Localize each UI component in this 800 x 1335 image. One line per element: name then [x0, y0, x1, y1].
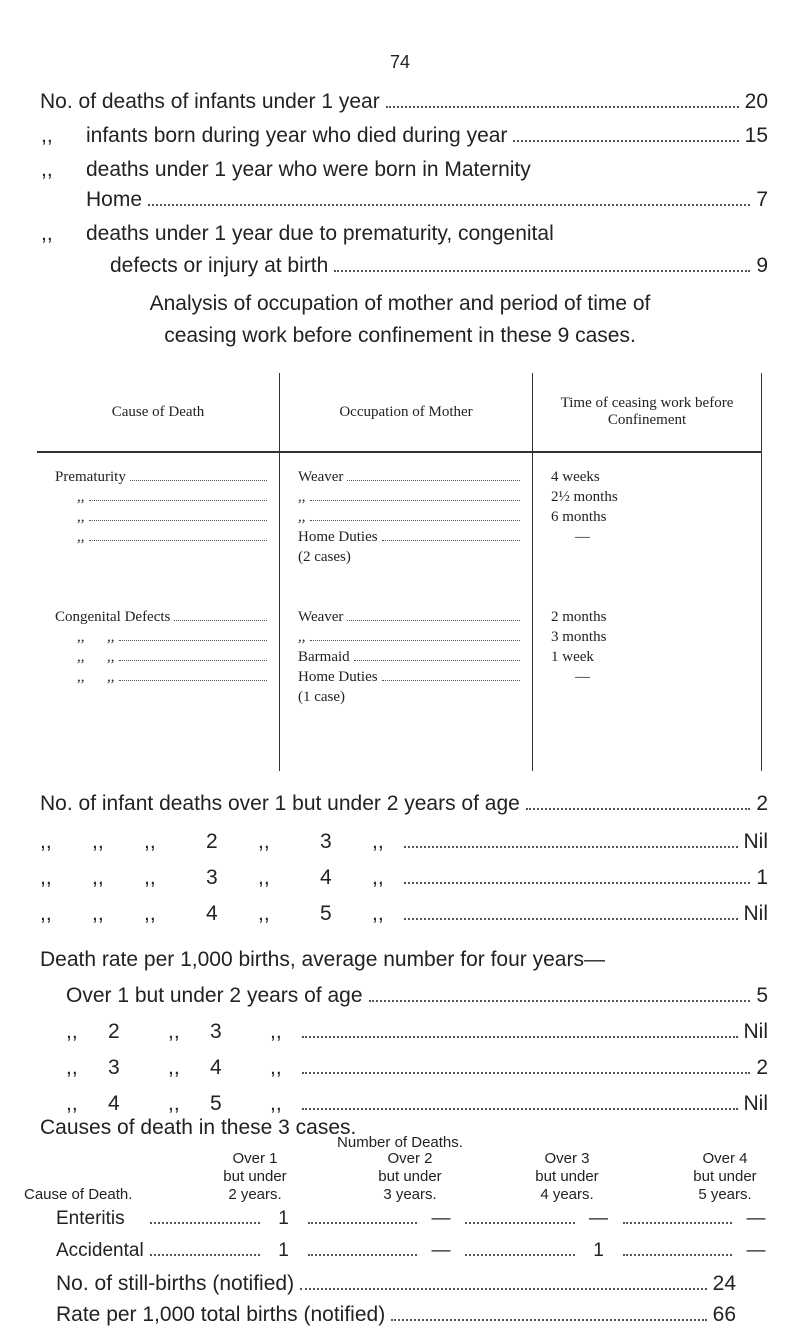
age-deaths-row — [40, 902, 768, 926]
occupation-cell: ,, — [298, 489, 306, 505]
cause-name: Accidental — [56, 1240, 144, 1261]
stat-label: deaths under 1 year who were born in Maternity — [86, 158, 531, 181]
header-line: 3 years. — [383, 1186, 437, 1203]
ditto-mark: ,, — [372, 830, 384, 853]
ditto-mark: ,, — [270, 1092, 282, 1115]
age-deaths-value: 1 — [756, 866, 768, 889]
cause-count: — — [589, 1208, 608, 1229]
age-deaths-row — [40, 830, 768, 854]
ditto-mark: ,, — [168, 1056, 180, 1079]
time-cell: — — [575, 669, 590, 685]
age-to: 3 — [210, 1020, 222, 1043]
stat-prefix: ,, — [41, 158, 53, 181]
ditto-mark: ,, — [40, 902, 52, 925]
occupation-cell: ,, — [298, 629, 306, 645]
ditto-mark: ,, — [372, 902, 384, 925]
stat-prefix: No. — [40, 90, 73, 113]
time-cell: 1 week — [551, 649, 594, 665]
age-from: 3 — [108, 1056, 120, 1079]
death-rate-label: Over 1 but under 2 years of age — [66, 984, 363, 1007]
header-line: Over 2 — [387, 1150, 433, 1167]
header-line: but under — [223, 1168, 287, 1185]
stillbirth-value: 66 — [712, 1303, 736, 1326]
ditto-mark: ,, — [92, 830, 104, 853]
ditto-mark: ,, — [92, 902, 104, 925]
header-time: Time of ceasing work before Confinement — [533, 373, 762, 452]
ditto-mark: ,, — [40, 866, 52, 889]
stat-label: infants born during year who died during year — [86, 124, 508, 147]
causes-subheading: Number of Deaths. — [337, 1134, 463, 1151]
occupation-cell: Home Duties — [298, 669, 378, 685]
death-rate-value: Nil — [743, 1020, 768, 1043]
occupation-cell: Home Duties — [298, 529, 378, 545]
cause-row — [56, 1240, 776, 1262]
ditto-mark: ,, — [66, 1092, 78, 1115]
occupation-table — [37, 373, 762, 771]
header-line: 2 years. — [228, 1186, 282, 1203]
death-rate-row — [66, 984, 768, 1008]
cause-cell: Congenital Defects — [55, 609, 171, 625]
occupation-cell: Barmaid — [298, 649, 350, 665]
cause-column — [37, 452, 280, 771]
cause-count: 1 — [278, 1240, 289, 1261]
death-rate-value: 2 — [756, 1056, 768, 1079]
stat-prefix: ,, — [41, 124, 53, 147]
cause-cell: ,, — [77, 509, 85, 525]
death-rate-row — [66, 1092, 768, 1116]
age-col-header — [200, 1150, 310, 1204]
ditto-mark: ,, — [168, 1092, 180, 1115]
cause-count: 1 — [278, 1208, 289, 1229]
ditto-mark: ,, — [258, 866, 270, 889]
age-to: 4 — [320, 866, 332, 889]
cause-cell: Prematurity — [55, 469, 126, 485]
age-to: 4 — [210, 1056, 222, 1079]
header-line: 4 years. — [540, 1186, 594, 1203]
stat-label: Home — [86, 188, 143, 211]
stat-row — [40, 90, 768, 114]
occupation-cell: Weaver — [298, 609, 344, 625]
age-deaths-row — [40, 792, 768, 816]
header-line: Over 3 — [544, 1150, 590, 1167]
header-line: but under — [535, 1168, 599, 1185]
age-to: 3 — [320, 830, 332, 853]
ditto-mark: ,, — [144, 830, 156, 853]
age-from: 3 — [206, 866, 218, 889]
age-deaths-value: 2 — [756, 792, 768, 815]
header-line: but under — [378, 1168, 442, 1185]
stat-label: of deaths of infants under 1 year — [78, 90, 380, 113]
header-line: but under — [693, 1168, 757, 1185]
stat-row — [110, 254, 768, 278]
age-from: 2 — [206, 830, 218, 853]
age-deaths-value: Nil — [743, 902, 768, 925]
ditto-mark: ,, — [168, 1020, 180, 1043]
cause-of-death-header: Cause of Death. — [24, 1186, 133, 1203]
ditto-mark: ,, — [40, 830, 52, 853]
occupation-note: (2 cases) — [298, 549, 351, 565]
ditto-mark: ,, — [66, 1056, 78, 1079]
header-occupation: Occupation of Mother — [280, 373, 533, 452]
header-line: Over 1 — [232, 1150, 278, 1167]
age-deaths-value: Nil — [743, 830, 768, 853]
ditto-mark: ,, — [270, 1020, 282, 1043]
death-rate-value: Nil — [743, 1092, 768, 1115]
stillbirth-label: Rate per 1,000 total births (notified) — [56, 1303, 386, 1326]
stat-value: 15 — [744, 124, 768, 147]
age-col-header — [670, 1150, 780, 1204]
time-cell: 2½ months — [551, 489, 618, 505]
time-cell: 3 months — [551, 629, 607, 645]
analysis-heading: Analysis of occupation of mother and period of time of — [149, 292, 651, 315]
age-col-header — [355, 1150, 465, 1204]
stat-row — [41, 222, 768, 246]
ditto-mark: ,, — [372, 866, 384, 889]
cause-cell: ,, ,, — [77, 629, 115, 645]
stat-label: defects or injury at birth — [110, 254, 329, 277]
causes-heading: Causes of death in these 3 cases. — [40, 1116, 357, 1139]
ditto-mark: ,, — [258, 830, 270, 853]
cause-count: — — [746, 1240, 766, 1261]
stat-value: 7 — [756, 188, 768, 211]
occupation-column — [280, 452, 533, 771]
occupation-cell: ,, — [298, 509, 306, 525]
occupation-cell: Weaver — [298, 469, 344, 485]
ditto-mark: ,, — [258, 902, 270, 925]
ditto-mark: ,, — [92, 866, 104, 889]
stat-row — [41, 158, 768, 182]
cause-row — [56, 1208, 776, 1230]
stillbirth-label: No. of still-births (notified) — [56, 1272, 295, 1295]
stat-label: deaths under 1 year due to prematurity, congenital — [86, 222, 554, 245]
stat-prefix: ,, — [41, 222, 53, 245]
stillbirth-row — [56, 1303, 736, 1327]
cause-count: — — [431, 1208, 451, 1229]
death-rate-row — [66, 1056, 768, 1080]
ditto-mark: ,, — [66, 1020, 78, 1043]
stillbirth-value: 24 — [712, 1272, 736, 1295]
cause-cell: ,, — [77, 489, 85, 505]
analysis-heading-2: ceasing work before confinement in these 9 cases. — [164, 324, 636, 347]
age-from: 4 — [108, 1092, 120, 1115]
ditto-mark: ,, — [144, 866, 156, 889]
death-rate-value: 5 — [756, 984, 768, 1007]
page-number: 74 — [389, 52, 411, 72]
cause-count: — — [746, 1208, 766, 1229]
stillbirth-row — [56, 1272, 736, 1296]
ditto-mark: ,, — [270, 1056, 282, 1079]
time-cell: 2 months — [551, 609, 607, 625]
cause-count: — — [431, 1240, 451, 1261]
age-deaths-label: No. of infant deaths over 1 but under 2 years of age — [40, 792, 520, 815]
stat-row — [41, 124, 768, 148]
header-cause: Cause of Death — [37, 373, 280, 452]
cause-cell: ,, — [77, 529, 85, 545]
header-line: Over 4 — [702, 1150, 748, 1167]
stat-value: 20 — [744, 90, 768, 113]
time-cell: — — [575, 529, 590, 545]
cause-cell: ,, ,, — [77, 669, 115, 685]
occupation-note: (1 case) — [298, 689, 346, 705]
death-rate-heading: Death rate per 1,000 births, average number for four years— — [40, 948, 605, 971]
cause-cell: ,, ,, — [77, 649, 115, 665]
age-from: 2 — [108, 1020, 120, 1043]
age-to: 5 — [210, 1092, 222, 1115]
header-line: 5 years. — [698, 1186, 752, 1203]
time-cell: 6 months — [551, 509, 607, 525]
cause-count: 1 — [593, 1240, 604, 1261]
cause-name: Enteritis — [56, 1208, 125, 1229]
age-from: 4 — [206, 902, 218, 925]
age-to: 5 — [320, 902, 332, 925]
stat-value: 9 — [756, 254, 768, 277]
time-cell: 4 weeks — [551, 469, 600, 485]
death-rate-row — [66, 1020, 768, 1044]
age-deaths-row — [40, 866, 768, 890]
ditto-mark: ,, — [144, 902, 156, 925]
age-col-header — [512, 1150, 622, 1204]
time-column — [533, 452, 762, 771]
stat-row — [86, 188, 768, 212]
